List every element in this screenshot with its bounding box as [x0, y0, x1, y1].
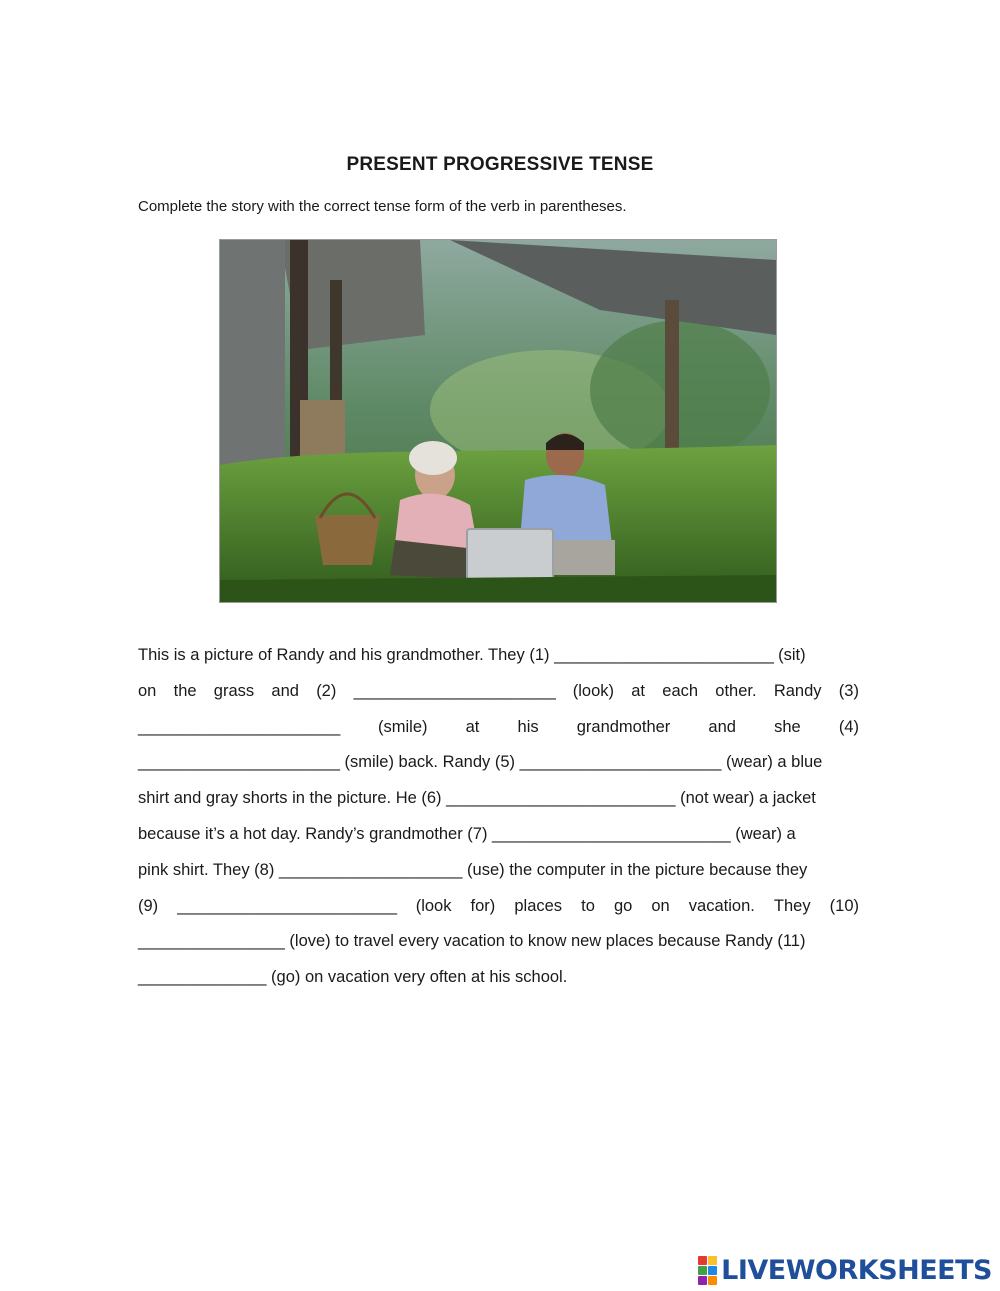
worksheet-title: PRESENT PROGRESSIVE TENSE — [346, 154, 654, 175]
story-photo — [219, 239, 777, 603]
story-line-6: because it’s a hot day. Randy’s grandmother (7) __________________________ (wear) a — [138, 824, 796, 843]
story-line-9: ________________ (love) to travel every vacation to know new places because Randy (11) — [138, 932, 806, 951]
answer-blank-2[interactable]: _______________________ — [353, 681, 556, 700]
liveworksheets-logo-icon — [698, 1256, 717, 1285]
grandmother-and-boy-picture — [220, 240, 776, 602]
story-paragraph — [138, 638, 859, 996]
logo-square — [708, 1266, 717, 1275]
logo-text: LIVEWORKSHEETS — [721, 1254, 992, 1286]
answer-blank-3[interactable]: _______________________ — [138, 717, 340, 736]
story-line-10: ______________ (go) on vacation very often at his school. — [138, 968, 568, 987]
logo-square — [708, 1256, 717, 1265]
answer-blank-1[interactable]: _________________________ — [554, 646, 774, 664]
story-line-3: _______________________ (smile) at his grandmother and she (4) — [138, 710, 859, 746]
logo-square — [698, 1256, 707, 1265]
story-line-7: pink shirt. They (8) ____________________ (use) the computer in the picture because they — [138, 860, 808, 879]
story-line-5: shirt and gray shorts in the picture. He (6) _________________________ (not wear) a jacket — [138, 789, 816, 808]
story-line-4: ______________________ (smile) back. Randy (5) ______________________ (wear) a blue — [138, 753, 823, 772]
liveworksheets-logo — [698, 1255, 992, 1285]
answer-blank-9[interactable]: _________________________ — [177, 896, 397, 915]
logo-square — [708, 1276, 717, 1285]
story-line-8: (9) _________________________ (look for) places to go on vacation. They (10) — [138, 889, 859, 925]
story-line-1: This is a picture of Randy and his grandmother. They (1) _________________________ (sit) — [138, 646, 806, 664]
logo-square — [698, 1276, 707, 1285]
story-line-2: on the grass and (2) _______________________ (look) at each other. Randy (3) — [138, 674, 859, 710]
instructions-text: Complete the story with the correct tense form of the verb in parentheses. — [138, 198, 627, 215]
logo-square — [698, 1266, 707, 1275]
